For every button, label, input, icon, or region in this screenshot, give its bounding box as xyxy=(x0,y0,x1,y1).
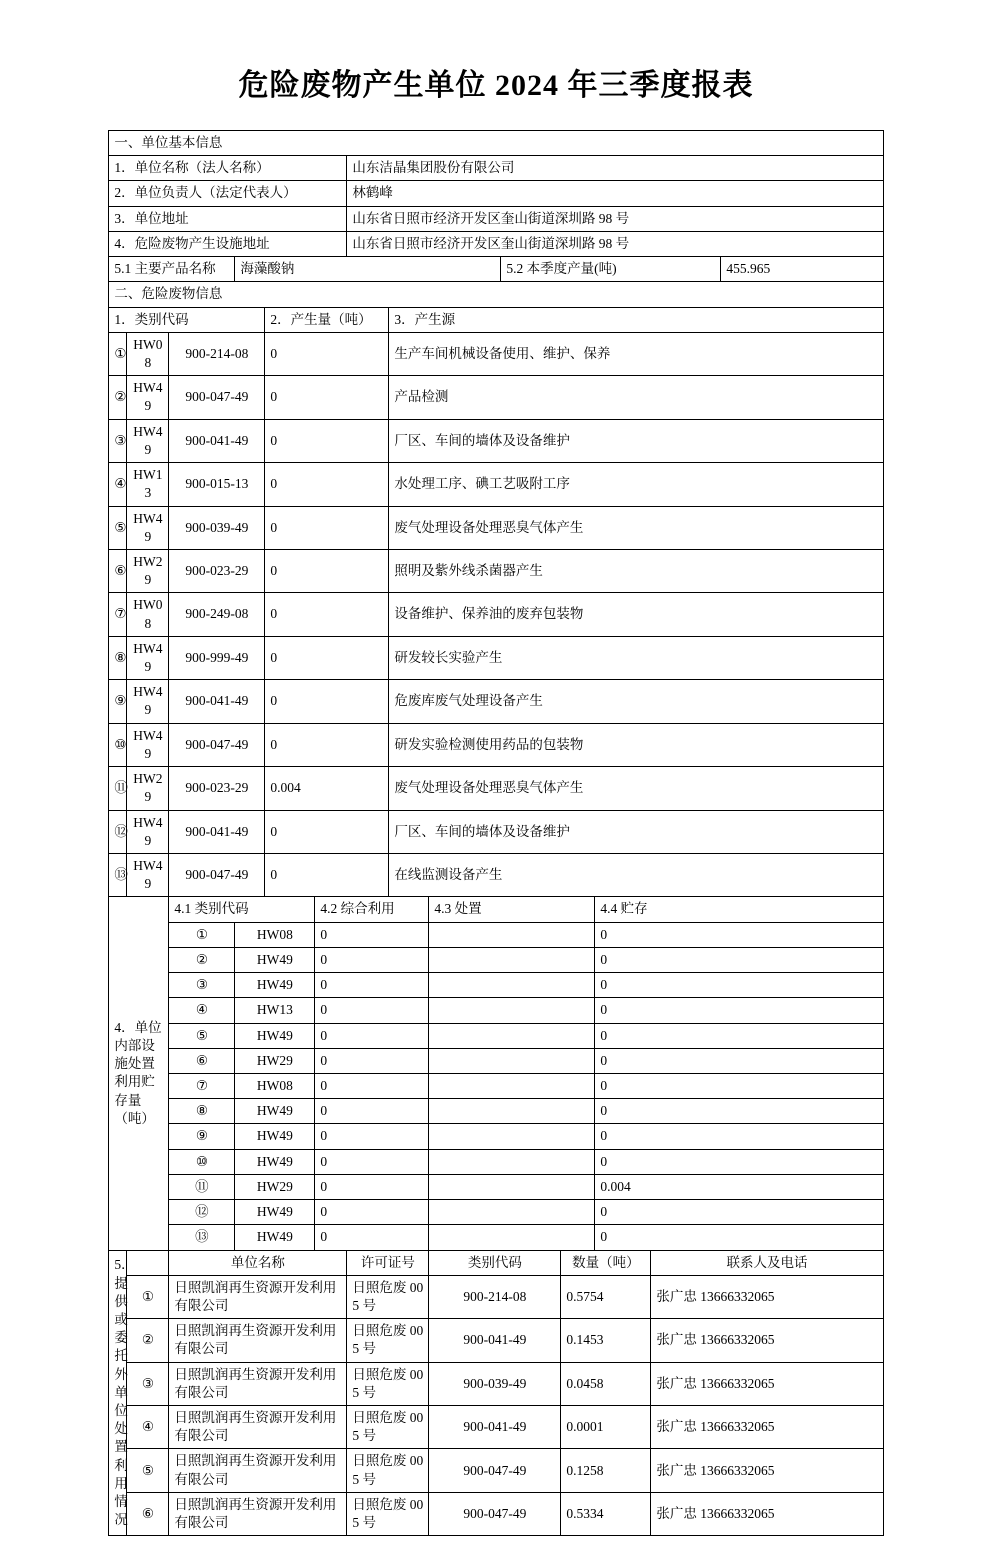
table-row xyxy=(109,506,883,549)
page-title: 危险废物产生单位 2024 年三季度报表 xyxy=(238,69,754,102)
row-disposal xyxy=(429,922,595,947)
table-row xyxy=(109,767,883,810)
row-storage: 0 xyxy=(595,1124,883,1149)
row-code: 900-047-49 xyxy=(169,376,265,419)
row-code: 900-041-49 xyxy=(169,419,265,462)
row-code: 900-015-13 xyxy=(169,463,265,506)
section4-col-category: 4.1 类别代码 xyxy=(169,897,315,922)
row-source: 厂区、车间的墙体及设备维护 xyxy=(389,419,883,462)
output-value: 455.965 xyxy=(721,257,883,282)
row-index: ⑩ xyxy=(169,1149,235,1174)
row-hw: HW49 xyxy=(127,810,169,853)
row-code: 900-041-49 xyxy=(429,1319,561,1362)
row-disposal xyxy=(429,1225,595,1250)
section2-heading-row xyxy=(109,282,883,307)
table-row xyxy=(109,998,883,1023)
row-utilization: 0 xyxy=(315,922,429,947)
row-hw: HW29 xyxy=(235,1174,315,1199)
row-hw: HW08 xyxy=(235,922,315,947)
row-license: 日照危废 005 号 xyxy=(347,1449,429,1492)
row-hw: HW49 xyxy=(235,1099,315,1124)
row-utilization: 0 xyxy=(315,1225,429,1250)
info-value-address: 山东省日照市经济开发区奎山街道深圳路 98 号 xyxy=(347,206,883,231)
table-row xyxy=(109,463,883,506)
row-code: 900-249-08 xyxy=(169,593,265,636)
row-contact: 张广忠 13666332065 xyxy=(651,1275,883,1318)
table-row xyxy=(109,1449,883,1492)
table-row xyxy=(109,1200,883,1225)
table-row xyxy=(109,1319,883,1362)
info-label-facility-address: 4．危险废物产生设施地址 xyxy=(109,231,347,256)
row-company: 日照凯润再生资源开发利用有限公司 xyxy=(169,1449,347,1492)
section5-header-row xyxy=(109,1250,883,1275)
row-storage: 0 xyxy=(595,1225,883,1250)
row-storage: 0.004 xyxy=(595,1174,883,1199)
info-label-representative: 2．单位负责人（法定代表人） xyxy=(109,181,347,206)
row-index: ⑤ xyxy=(127,1449,169,1492)
table-row xyxy=(109,1124,883,1149)
row-code: 900-214-08 xyxy=(169,332,265,375)
row-index: ⑦ xyxy=(109,593,127,636)
row-index: ⑨ xyxy=(109,680,127,723)
row-utilization: 0 xyxy=(315,1149,429,1174)
row-code: 900-214-08 xyxy=(429,1275,561,1318)
table-row xyxy=(109,723,883,766)
row-index: ⑥ xyxy=(109,549,127,592)
row-source: 废气处理设备处理恶臭气体产生 xyxy=(389,506,883,549)
row-amount: 0 xyxy=(265,332,389,375)
section2-col-amount: 2．产生量（吨） xyxy=(265,307,389,332)
row-license: 日照危废 005 号 xyxy=(347,1492,429,1535)
row-storage: 0 xyxy=(595,1023,883,1048)
table-row xyxy=(109,636,883,679)
section4-header-row xyxy=(109,897,883,922)
row-index: ④ xyxy=(127,1406,169,1449)
table-row xyxy=(109,973,883,998)
table-row xyxy=(109,419,883,462)
row-hw: HW08 xyxy=(127,593,169,636)
row-amount: 0 xyxy=(265,506,389,549)
row-index: ① xyxy=(127,1275,169,1318)
row-storage: 0 xyxy=(595,973,883,998)
row-company: 日照凯润再生资源开发利用有限公司 xyxy=(169,1406,347,1449)
row-index: ⑧ xyxy=(169,1099,235,1124)
row-hw: HW49 xyxy=(127,376,169,419)
info-label-address: 3．单位地址 xyxy=(109,206,347,231)
row-index: ⑧ xyxy=(109,636,127,679)
row-disposal xyxy=(429,998,595,1023)
table-row xyxy=(109,1149,883,1174)
row-amount: 0.0001 xyxy=(561,1406,651,1449)
row-hw: HW49 xyxy=(235,1149,315,1174)
row-hw: HW49 xyxy=(235,1023,315,1048)
row-company: 日照凯润再生资源开发利用有限公司 xyxy=(169,1492,347,1535)
row-amount: 0 xyxy=(265,376,389,419)
section2-col-category: 1．类别代码 xyxy=(109,307,265,332)
row-source: 水处理工序、碘工艺吸附工序 xyxy=(389,463,883,506)
row-amount: 0 xyxy=(265,419,389,462)
row-hw: HW49 xyxy=(235,1200,315,1225)
section2-header-row xyxy=(109,307,883,332)
row-disposal xyxy=(429,1048,595,1073)
row-utilization: 0 xyxy=(315,1099,429,1124)
info-value-representative: 林鹤峰 xyxy=(347,181,883,206)
row-code: 900-047-49 xyxy=(429,1449,561,1492)
row-hw: HW29 xyxy=(235,1048,315,1073)
row-source: 研发实验检测使用药品的包装物 xyxy=(389,723,883,766)
row-disposal xyxy=(429,1124,595,1149)
row-disposal xyxy=(429,1174,595,1199)
row-index: ⑪ xyxy=(169,1174,235,1199)
row-source: 产品检测 xyxy=(389,376,883,419)
row-amount: 0.1453 xyxy=(561,1319,651,1362)
row-index: ⑬ xyxy=(109,854,127,897)
table-row xyxy=(109,1225,883,1250)
section2-heading: 二、危险废物信息 xyxy=(109,282,883,307)
row-index: ③ xyxy=(109,419,127,462)
row-utilization: 0 xyxy=(315,973,429,998)
row-contact: 张广忠 13666332065 xyxy=(651,1362,883,1405)
section5-col-license: 许可证号 xyxy=(347,1250,429,1275)
row-amount: 0.0458 xyxy=(561,1362,651,1405)
row-utilization: 0 xyxy=(315,1174,429,1199)
table-row xyxy=(109,1492,883,1535)
row-amount: 0 xyxy=(265,680,389,723)
row-source: 危废库废气处理设备产生 xyxy=(389,680,883,723)
section5-col-code: 类别代码 xyxy=(429,1250,561,1275)
table-row xyxy=(109,1275,883,1318)
row-code: 900-039-49 xyxy=(429,1362,561,1405)
row-company: 日照凯润再生资源开发利用有限公司 xyxy=(169,1362,347,1405)
product-value: 海藻酸钠 xyxy=(235,257,501,282)
row-disposal xyxy=(429,1023,595,1048)
section1-heading-row xyxy=(109,131,883,156)
section4-col-storage: 4.4 贮存 xyxy=(595,897,883,922)
row-utilization: 0 xyxy=(315,998,429,1023)
row-index: ④ xyxy=(169,998,235,1023)
row-code: 900-047-49 xyxy=(169,854,265,897)
row-disposal xyxy=(429,1200,595,1225)
row-index: ② xyxy=(127,1319,169,1362)
row-hw: HW29 xyxy=(127,767,169,810)
row-license: 日照危废 005 号 xyxy=(347,1275,429,1318)
row-code: 900-047-49 xyxy=(429,1492,561,1535)
row-contact: 张广忠 13666332065 xyxy=(651,1406,883,1449)
row-index: ① xyxy=(169,922,235,947)
table-row xyxy=(109,593,883,636)
row-amount: 0.5334 xyxy=(561,1492,651,1535)
row-utilization: 0 xyxy=(315,1200,429,1225)
section5-col-amount: 数量（吨） xyxy=(561,1250,651,1275)
row-index: ⑦ xyxy=(169,1073,235,1098)
row-code: 900-041-49 xyxy=(169,680,265,723)
row-hw: HW49 xyxy=(127,723,169,766)
section5-col-contact: 联系人及电话 xyxy=(651,1250,883,1275)
row-index: ⑤ xyxy=(109,506,127,549)
row-index: ② xyxy=(109,376,127,419)
row-hw: HW49 xyxy=(127,636,169,679)
row-storage: 0 xyxy=(595,1099,883,1124)
row-hw: HW13 xyxy=(235,998,315,1023)
row-source: 研发较长实验产生 xyxy=(389,636,883,679)
table-row xyxy=(109,922,883,947)
section1-heading: 一、单位基本信息 xyxy=(109,131,883,156)
row-amount: 0.004 xyxy=(265,767,389,810)
table-row xyxy=(109,1406,883,1449)
row-disposal xyxy=(429,973,595,998)
row-hw: HW49 xyxy=(235,1225,315,1250)
row-code: 900-039-49 xyxy=(169,506,265,549)
row-code: 900-999-49 xyxy=(169,636,265,679)
row-hw: HW49 xyxy=(127,680,169,723)
row-storage: 0 xyxy=(595,947,883,972)
row-hw: HW49 xyxy=(235,973,315,998)
row-index: ⑬ xyxy=(169,1225,235,1250)
row-hw: HW49 xyxy=(235,947,315,972)
row-index: ③ xyxy=(127,1362,169,1405)
row-amount: 0.5754 xyxy=(561,1275,651,1318)
info-row-facility-address xyxy=(109,231,883,256)
row-utilization: 0 xyxy=(315,1048,429,1073)
table-row xyxy=(109,1023,883,1048)
row-hw: HW49 xyxy=(235,1124,315,1149)
row-disposal xyxy=(429,1099,595,1124)
table-row xyxy=(109,1174,883,1199)
row-amount: 0 xyxy=(265,723,389,766)
row-license: 日照危废 005 号 xyxy=(347,1362,429,1405)
row-hw: HW08 xyxy=(127,332,169,375)
row-index: ③ xyxy=(169,973,235,998)
row-index: ⑫ xyxy=(109,810,127,853)
row-source: 在线监测设备产生 xyxy=(389,854,883,897)
info-row-name xyxy=(109,156,883,181)
row-source: 厂区、车间的墙体及设备维护 xyxy=(389,810,883,853)
row-hw: HW29 xyxy=(127,549,169,592)
row-index: ④ xyxy=(109,463,127,506)
report-table xyxy=(108,130,883,1536)
table-row xyxy=(109,947,883,972)
section4-col-disposal: 4.3 处置 xyxy=(429,897,595,922)
info-row-representative xyxy=(109,181,883,206)
row-index: ⑫ xyxy=(169,1200,235,1225)
info-label-company: 1．单位名称（法人名称） xyxy=(109,156,347,181)
row-amount: 0 xyxy=(265,593,389,636)
row-index: ⑥ xyxy=(169,1048,235,1073)
row-index: ⑥ xyxy=(127,1492,169,1535)
row-contact: 张广忠 13666332065 xyxy=(651,1492,883,1535)
row-index: ② xyxy=(169,947,235,972)
table-row xyxy=(109,1048,883,1073)
section4-label: 4．单位内部设施处置利用贮存量（吨） xyxy=(109,897,169,1250)
info-row-address xyxy=(109,206,883,231)
table-row xyxy=(109,376,883,419)
row-hw: HW08 xyxy=(235,1073,315,1098)
section5-col-company: 单位名称 xyxy=(169,1250,347,1275)
row-storage: 0 xyxy=(595,922,883,947)
row-storage: 0 xyxy=(595,998,883,1023)
row-code: 900-023-29 xyxy=(169,767,265,810)
info-value-company: 山东洁晶集团股份有限公司 xyxy=(347,156,883,181)
row-disposal xyxy=(429,1073,595,1098)
row-contact: 张广忠 13666332065 xyxy=(651,1449,883,1492)
row-utilization: 0 xyxy=(315,1023,429,1048)
row-amount: 0 xyxy=(265,810,389,853)
row-license: 日照危废 005 号 xyxy=(347,1406,429,1449)
table-row xyxy=(109,810,883,853)
row-source: 设备维护、保养油的废弃包装物 xyxy=(389,593,883,636)
section4-col-utilization: 4.2 综合利用 xyxy=(315,897,429,922)
row-license: 日照危废 005 号 xyxy=(347,1319,429,1362)
row-code: 900-047-49 xyxy=(169,723,265,766)
output-label: 5.2 本季度产量(吨) xyxy=(501,257,721,282)
table-row xyxy=(109,680,883,723)
info-value-facility-address: 山东省日照市经济开发区奎山街道深圳路 98 号 xyxy=(347,231,883,256)
row-amount: 0.1258 xyxy=(561,1449,651,1492)
row-amount: 0 xyxy=(265,549,389,592)
product-row xyxy=(109,257,883,282)
row-index: ⑨ xyxy=(169,1124,235,1149)
row-code: 900-041-49 xyxy=(169,810,265,853)
row-storage: 0 xyxy=(595,1149,883,1174)
table-row xyxy=(109,332,883,375)
row-index: ⑩ xyxy=(109,723,127,766)
row-utilization: 0 xyxy=(315,1124,429,1149)
row-hw: HW49 xyxy=(127,419,169,462)
section2-col-source: 3．产生源 xyxy=(389,307,883,332)
row-source: 生产车间机械设备使用、维护、保养 xyxy=(389,332,883,375)
row-code: 900-041-49 xyxy=(429,1406,561,1449)
row-contact: 张广忠 13666332065 xyxy=(651,1319,883,1362)
table-row xyxy=(109,549,883,592)
row-disposal xyxy=(429,1149,595,1174)
row-company: 日照凯润再生资源开发利用有限公司 xyxy=(169,1275,347,1318)
section5-label: 5．提供或委托外单位处置利用情况 xyxy=(109,1250,127,1536)
row-utilization: 0 xyxy=(315,1073,429,1098)
row-amount: 0 xyxy=(265,854,389,897)
table-row xyxy=(109,1099,883,1124)
row-index: ⑤ xyxy=(169,1023,235,1048)
table-row xyxy=(109,1073,883,1098)
product-label: 5.1 主要产品名称 xyxy=(109,257,235,282)
row-amount: 0 xyxy=(265,636,389,679)
row-code: 900-023-29 xyxy=(169,549,265,592)
row-source: 照明及紫外线杀菌器产生 xyxy=(389,549,883,592)
row-index: ⑪ xyxy=(109,767,127,810)
row-storage: 0 xyxy=(595,1048,883,1073)
row-hw: HW13 xyxy=(127,463,169,506)
row-storage: 0 xyxy=(595,1073,883,1098)
table-row xyxy=(109,1362,883,1405)
row-amount: 0 xyxy=(265,463,389,506)
row-utilization: 0 xyxy=(315,947,429,972)
row-company: 日照凯润再生资源开发利用有限公司 xyxy=(169,1319,347,1362)
row-hw: HW49 xyxy=(127,506,169,549)
row-source: 废气处理设备处理恶臭气体产生 xyxy=(389,767,883,810)
row-storage: 0 xyxy=(595,1200,883,1225)
row-index: ① xyxy=(109,332,127,375)
row-hw: HW49 xyxy=(127,854,169,897)
table-row xyxy=(109,854,883,897)
row-disposal xyxy=(429,947,595,972)
